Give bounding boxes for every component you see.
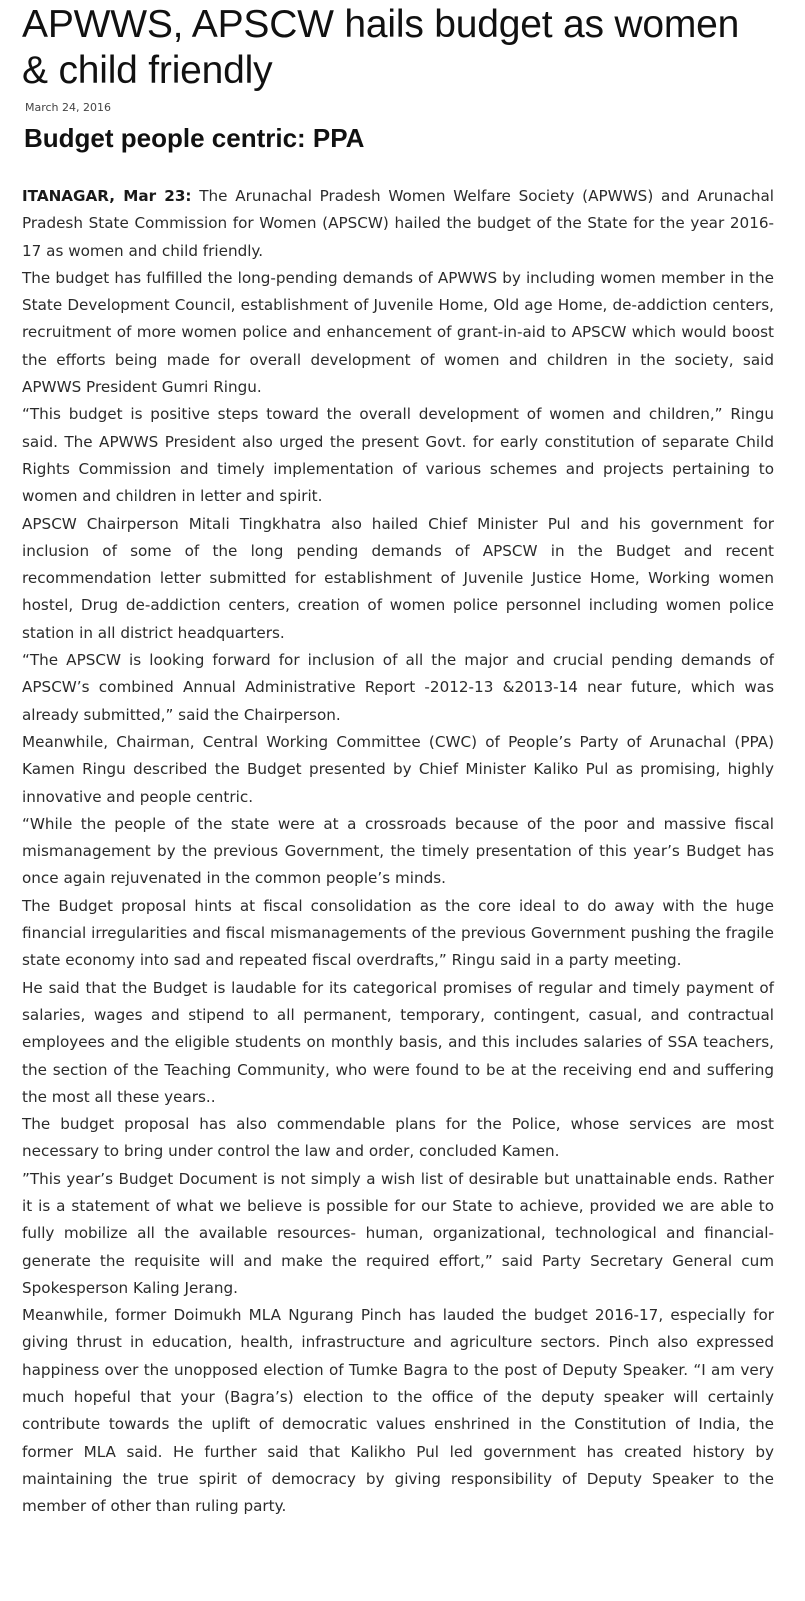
paragraph-12: Meanwhile, former Doimukh MLA Ngurang Pinch has lauded the budget 2016-17, especially for giving thrust in education, health, infrastructure and agriculture sectors. Pinch also expressed happiness over the unopposed election of Tumke Bagra to the post of Deputy Speaker. “I am very much hopeful that your (Bagra’s) election to the office of the deputy speaker will certainly contribute towards the uplift of democratic values enshrined in the Constitution of India, the former MLA said. He further said that Kalikho Pul led government has created history by maintaining the true spirit of democracy by giving responsibility of Deputy Speaker to the member of other than ruling party. bbox=[22, 1306, 774, 1516]
paragraph-5: “The APSCW is looking forward for inclusion of all the major and crucial pending demands of APSCW’s combined Annual Administrative Report -2012-13 &2013-14 near future, which was already submitted,” said the Chairperson. bbox=[22, 651, 774, 724]
paragraph-9: He said that the Budget is laudable for its categorical promises of regular and timely payment of salaries, wages and stipend to all permanent, temporary, contingent, casual, and contractual employees and the eligible students on monthly basis, and this includes salaries of SSA teachers, the section of the Teaching Community, who were found to be at the receiving end and suffering the most all these years.. bbox=[22, 978, 774, 1106]
paragraph-3: “This budget is positive steps toward the overall development of women and children,” Ringu said. The APWWS President also urged the present Govt. for early constitution of separate Child Rights Commission and timely implementation of various schemes and projects pertaining to women and children in letter and spirit. bbox=[22, 405, 774, 506]
paragraph-6: Meanwhile, Chairman, Central Working Committee (CWC) of People’s Party of Arunachal (PPA) Kamen Ringu described the Budget presented by Chief Minister Kaliko Pul as promising, highly innovative and people centric. bbox=[22, 732, 774, 806]
paragraph-1-text: The Arunachal Pradesh Women Welfare Society (APWWS) and Arunachal Pradesh State Commission for Women (APSCW) hailed the budget of the State for the year 2016-17 as women and child friendly. bbox=[22, 187, 774, 260]
paragraph-4: APSCW Chairperson Mitali Tingkhatra also hailed Chief Minister Pul and his government for inclusion of some of the long pending demands of APSCW in the Budget and recent recommendation letter submitted for establishment of Juvenile Justice Home, Working women hostel, Drug de-addiction centers, creation of women police personnel including women police station in all district headquarters. bbox=[22, 514, 774, 642]
paragraph-10: The budget proposal has also commendable plans for the Police, whose services are most necessary to bring under control the law and order, concluded Kamen. bbox=[22, 1115, 774, 1161]
paragraph-1 bbox=[22, 183, 774, 265]
paragraph-8: The Budget proposal hints at fiscal consolidation as the core ideal to do away with the huge financial irregularities and fiscal mismanagements of the previous Government pushing the fragile state economy into sad and repeated fiscal overdrafts,” Ringu said in a party meeting. bbox=[22, 896, 774, 970]
paragraph-2: The budget has fulfilled the long-pending demands of APWWS by including women member in the State Development Council, establishment of Juvenile Home, Old age Home, de-addiction centers, recruitment of more women police and enhancement of grant-in-aid to APSCW which would boost the efforts being made for overall development of women and children in the society, said APWWS President Gumri Ringu. bbox=[22, 268, 774, 397]
article bbox=[22, 0, 774, 1521]
article-headline: APWWS, APSCW hails budget as women & child friendly bbox=[22, 3, 740, 92]
paragraph-11: ”This year’s Budget Document is not simply a wish list of desirable but unattainable ends. Rather it is a statement of what we believe is possible for our State to achieve, provided we are able to fully mobilize all the available resources- human, organizational, technological and financial- generate the requisite will and make the required effort,” said Party Secretary General cum Spokesperson Kaling Jerang. bbox=[22, 1169, 774, 1297]
paragraph-7: “While the people of the state were at a crossroads because of the poor and massive fiscal mismanagement by the previous Government, the timely presentation of this year’s Budget has once again rejuvenated in the common people’s minds. bbox=[22, 814, 774, 888]
publish-date: March 24, 2016 bbox=[25, 101, 112, 114]
article-body bbox=[22, 183, 774, 1521]
dateline: ITANAGAR, Mar 23: bbox=[22, 187, 192, 205]
article-subheading: Budget people centric: PPA bbox=[24, 123, 365, 153]
